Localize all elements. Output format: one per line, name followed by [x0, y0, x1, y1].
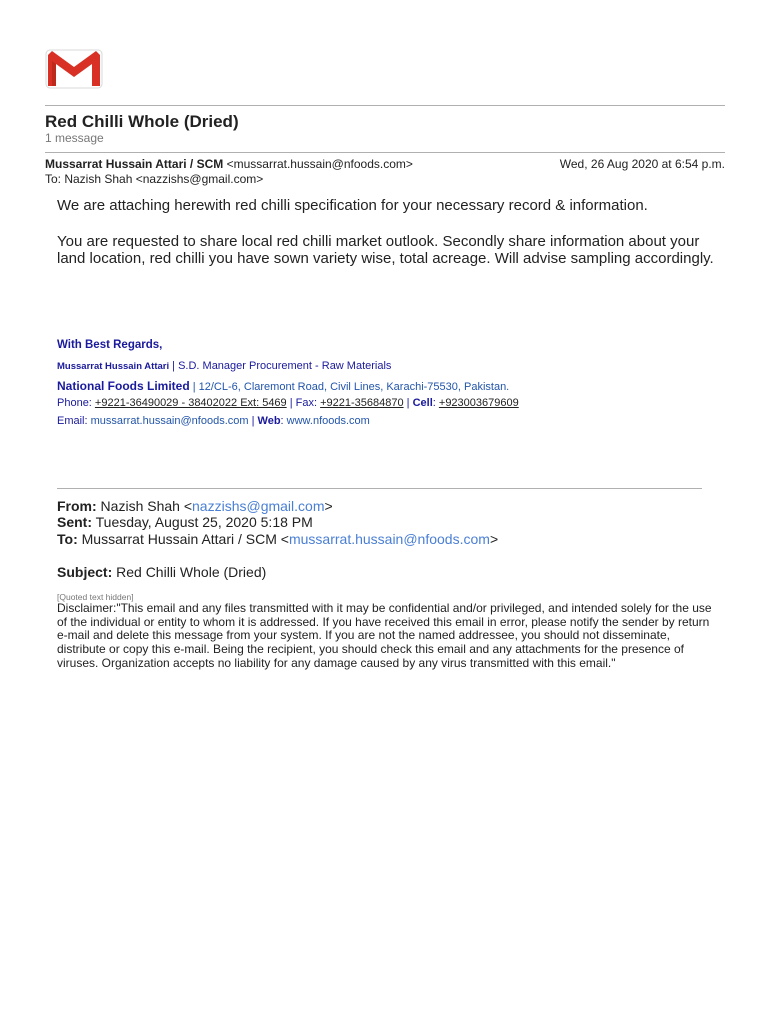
- from-email-link[interactable]: nazzishs@gmail.com: [192, 498, 325, 514]
- quoted-divider: [57, 488, 702, 489]
- quoted-from: [57, 498, 333, 514]
- from-label: From:: [57, 498, 97, 514]
- separator: |: [248, 415, 258, 427]
- signature-role: | S.D. Manager Procurement - Raw Materials: [169, 360, 392, 372]
- signature-company-line: [57, 379, 509, 393]
- disclaimer-text: Disclaimer:"This email and any files transmitted with it may be confidential and/or privileged, and intended solely for the use of the individual or entity to whom it is addressed. If you have received this email in error, please notify the sender by return e-mail and delete this message from your system. If you are not the named addressee, you should not disseminate, distribute or copy this e-mail. Being the recipient, you should check this email and any attachments for the presence of viruses. Organization accepts no liability for any damage caused by any virus transmitted with this email.": [57, 601, 712, 670]
- phone-label: Phone:: [57, 397, 95, 409]
- to-label: To:: [57, 531, 78, 547]
- quoted-subject: [57, 564, 266, 580]
- bracket: >: [489, 531, 499, 547]
- to-name: Mussarrat Hussain Attari / SCM <: [77, 531, 289, 547]
- sent-value: Tuesday, August 25, 2020 5:18 PM: [92, 514, 313, 530]
- quoted-sent: [57, 514, 313, 530]
- sender-name: Mussarrat Hussain Attari / SCM: [45, 157, 224, 171]
- quoted-to: [57, 531, 498, 547]
- web-label: Web: [257, 415, 281, 427]
- sender-email[interactable]: <mussarrat.hussain@nfoods.com>: [226, 157, 413, 171]
- signature-address: | 12/CL-6, Claremont Road, Civil Lines, Karachi-75530, Pakistan.: [189, 381, 510, 393]
- subject-divider: [45, 152, 725, 153]
- colon: :: [280, 415, 287, 427]
- signature-phone-line: [57, 397, 519, 409]
- signature-email-link[interactable]: mussarrat.hussain@nfoods.com: [90, 415, 249, 427]
- bracket: >: [324, 498, 333, 514]
- subject-label: Subject:: [57, 564, 113, 580]
- signature-company: National Foods Limited: [57, 379, 190, 393]
- recipient-line: To: Nazish Shah <nazzishs@gmail.com>: [45, 172, 264, 186]
- signature-name-line: [57, 360, 391, 372]
- subject-value: Red Chilli Whole (Dried): [112, 564, 267, 580]
- from-name: Nazish Shah <: [96, 498, 193, 514]
- cell-link[interactable]: +923003679609: [438, 397, 519, 409]
- body-paragraph-2: You are requested to share local red chilli market outlook. Secondly share information about your land location, red chilli you have sown variety wise, total acreage. Will advise sampling accordingly.: [57, 233, 714, 267]
- to-email-link[interactable]: mussarrat.hussain@nfoods.com: [288, 531, 490, 547]
- signature-web-link[interactable]: www.nfoods.com: [286, 415, 370, 427]
- sent-label: Sent:: [57, 514, 92, 530]
- quoted-text-hidden[interactable]: [Quoted text hidden]: [57, 592, 134, 602]
- body-paragraph-1: We are attaching herewith red chilli specification for your necessary record & information.: [57, 197, 648, 214]
- signature-email-line: [57, 415, 370, 427]
- message-date: Wed, 26 Aug 2020 at 6:54 p.m.: [559, 157, 725, 171]
- email-label: Email:: [57, 415, 91, 427]
- cell-label: Cell: [412, 397, 433, 409]
- signature-name: Mussarrat Hussain Attari: [57, 361, 170, 372]
- separator: |: [403, 397, 413, 409]
- gmail-logo-icon: [45, 47, 103, 89]
- signature-regards: With Best Regards,: [57, 339, 163, 351]
- fax-label: | Fax:: [286, 397, 321, 409]
- colon: :: [432, 397, 439, 409]
- thread-subject: Red Chilli Whole (Dried): [45, 112, 239, 131]
- header-divider: [45, 105, 725, 106]
- sender-line: [45, 157, 413, 171]
- message-count: 1 message: [45, 131, 104, 145]
- fax-link[interactable]: +9221-35684870: [320, 397, 404, 409]
- phone-link[interactable]: +9221-36490029 - 38402022 Ext: 5469: [94, 397, 287, 409]
